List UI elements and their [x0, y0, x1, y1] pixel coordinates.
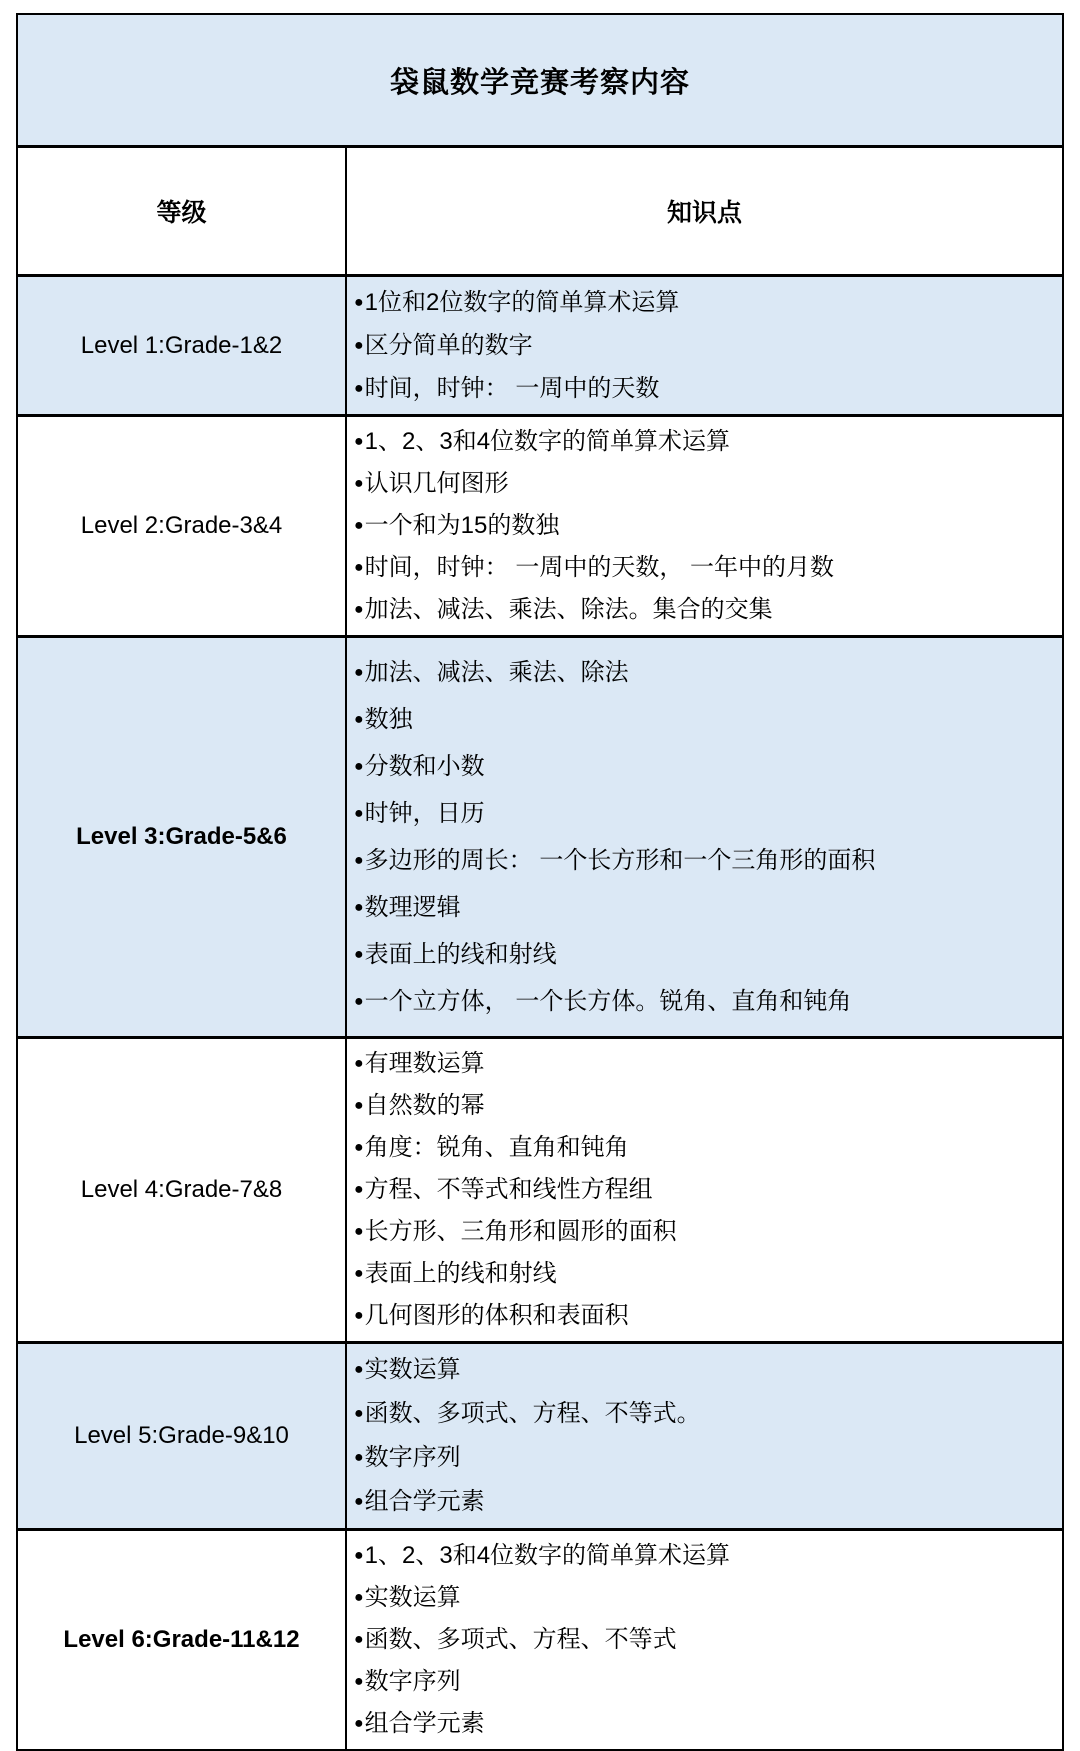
knowledge-point-item	[354, 1577, 1052, 1619]
level-label: Level 2:Grade-3&4	[80, 512, 283, 539]
knowledge-point-text: 实数运算	[364, 1584, 461, 1611]
knowledge-point-item	[354, 1043, 1052, 1085]
bullet-icon: ●	[354, 1265, 364, 1282]
knowledge-point-item	[354, 281, 1052, 324]
bullet-icon: ●	[354, 293, 364, 311]
knowledge-point-item	[354, 1253, 1052, 1295]
table-title-row	[18, 15, 1062, 145]
knowledge-point-item	[354, 421, 1052, 463]
bullet-icon: ●	[354, 1361, 364, 1378]
level-cell	[18, 277, 347, 414]
knowledge-point-text: 几何图形的体积和表面积	[364, 1302, 629, 1329]
knowledge-point-item	[354, 837, 1052, 884]
bullet-icon: ●	[354, 1405, 364, 1422]
table-row-level-4	[18, 1036, 1062, 1341]
knowledge-point-text: 组合学元素	[364, 1710, 485, 1737]
knowledge-point-text: 组合学元素	[364, 1488, 485, 1515]
bullet-icon: ●	[354, 1223, 364, 1240]
knowledge-point-text: 自然数的幂	[364, 1092, 485, 1119]
level-cell	[18, 417, 347, 635]
knowledge-point-text: 函数、多项式、方程、不等式	[364, 1626, 677, 1653]
knowledge-point-text: 认识几何图形	[364, 470, 509, 497]
knowledge-point-item	[354, 1211, 1052, 1253]
bullet-icon: ●	[354, 1589, 364, 1606]
bullet-icon: ●	[354, 898, 364, 916]
knowledge-point-text: 数理逻辑	[364, 893, 461, 921]
points-cell	[347, 638, 1062, 1036]
knowledge-point-item	[354, 884, 1052, 931]
knowledge-point-item	[354, 1169, 1052, 1211]
bullet-icon: ●	[354, 1547, 364, 1564]
knowledge-point-item	[354, 1085, 1052, 1127]
knowledge-point-item	[354, 743, 1052, 790]
bullet-icon: ●	[354, 992, 364, 1010]
knowledge-point-item	[354, 978, 1052, 1025]
kangaroo-contest-table	[16, 13, 1064, 1751]
knowledge-point-item	[354, 931, 1052, 978]
bullet-icon: ●	[354, 1493, 364, 1510]
knowledge-point-item	[354, 1436, 1052, 1480]
knowledge-point-item	[354, 1480, 1052, 1524]
knowledge-point-item	[354, 367, 1052, 410]
knowledge-point-item	[354, 1535, 1052, 1577]
table-row-level-2	[18, 414, 1062, 635]
knowledge-point-text: 加法、减法、乘法、除法	[364, 658, 629, 686]
bullet-icon: ●	[354, 663, 364, 681]
level-label: Level 1:Grade-1&2	[80, 331, 283, 359]
knowledge-point-item	[354, 1703, 1052, 1745]
knowledge-point-item	[354, 1348, 1052, 1392]
bullet-icon: ●	[354, 379, 364, 397]
knowledge-point-item	[354, 649, 1052, 696]
level-cell	[18, 1344, 347, 1528]
knowledge-point-text: 1、2、3和4位数字的简单算术运算	[364, 428, 731, 455]
table-header-row	[18, 145, 1062, 274]
table-title: 袋鼠数学竞赛考察内容	[389, 66, 690, 99]
bullet-icon: ●	[354, 945, 364, 963]
level-label: Level 3:Grade-5&6	[76, 823, 287, 850]
knowledge-point-text: 表面上的线和射线	[364, 1260, 557, 1287]
bullet-icon: ●	[354, 1181, 364, 1198]
table-row-level-5	[18, 1341, 1062, 1528]
knowledge-point-text: 多边形的周长： 一个长方形和一个三角形的面积	[364, 846, 876, 874]
bullet-icon: ●	[354, 1715, 364, 1732]
knowledge-point-text: 函数、多项式、方程、不等式。	[364, 1400, 701, 1427]
table-row-level-1	[18, 274, 1062, 414]
points-cell	[347, 1531, 1062, 1749]
bullet-icon: ●	[354, 1097, 364, 1114]
knowledge-point-text: 时间，时钟： 一周中的天数	[364, 374, 660, 402]
knowledge-point-item	[354, 1127, 1052, 1169]
knowledge-point-text: 数字序列	[364, 1668, 461, 1695]
knowledge-point-text: 时间，时钟： 一周中的天数， 一年中的月数	[364, 554, 835, 581]
bullet-icon: ●	[354, 1673, 364, 1690]
knowledge-point-text: 分数和小数	[364, 752, 485, 780]
bullet-icon: ●	[354, 1055, 364, 1072]
bullet-icon: ●	[354, 710, 364, 728]
knowledge-point-item	[354, 505, 1052, 547]
bullet-icon: ●	[354, 804, 364, 822]
knowledge-point-text: 1位和2位数字的简单算术运算	[364, 288, 680, 316]
knowledge-point-text: 时钟，日历	[364, 799, 485, 827]
points-cell	[347, 1344, 1062, 1528]
table-row-level-6	[18, 1528, 1062, 1749]
level-cell	[18, 1039, 347, 1341]
knowledge-point-text: 长方形、三角形和圆形的面积	[364, 1218, 677, 1245]
knowledge-point-text: 实数运算	[364, 1356, 461, 1383]
knowledge-point-text: 数字序列	[364, 1444, 461, 1471]
knowledge-point-text: 1、2、3和4位数字的简单算术运算	[364, 1542, 731, 1569]
knowledge-point-item	[354, 463, 1052, 505]
points-cell	[347, 417, 1062, 635]
level-cell	[18, 1531, 347, 1749]
knowledge-point-item	[354, 1661, 1052, 1703]
knowledge-point-item	[354, 547, 1052, 589]
knowledge-point-item	[354, 589, 1052, 631]
knowledge-point-item	[354, 696, 1052, 743]
level-label: Level 5:Grade-9&10	[74, 1422, 289, 1449]
level-label: Level 4:Grade-7&8	[80, 1176, 283, 1203]
knowledge-point-item	[354, 1619, 1052, 1661]
knowledge-point-item	[354, 324, 1052, 367]
bullet-icon: ●	[354, 433, 364, 450]
bullet-icon: ●	[354, 336, 364, 354]
knowledge-point-text: 方程、不等式和线性方程组	[364, 1176, 653, 1203]
knowledge-point-text: 数独	[364, 705, 413, 733]
bullet-icon: ●	[354, 1449, 364, 1466]
bullet-icon: ●	[354, 517, 364, 534]
bullet-icon: ●	[354, 475, 364, 492]
column-header-level: 等级	[18, 148, 347, 274]
knowledge-point-text: 加法、减法、乘法、除法。集合的交集	[364, 596, 773, 623]
table-row-level-3	[18, 635, 1062, 1036]
column-header-points: 知识点	[666, 199, 742, 227]
knowledge-point-text: 一个立方体， 一个长方体。锐角、直角和钝角	[364, 987, 852, 1015]
bullet-icon: ●	[354, 1631, 364, 1648]
bullet-icon: ●	[354, 1139, 364, 1156]
knowledge-point-item	[354, 1392, 1052, 1436]
level-label: Level 6:Grade-11&12	[63, 1626, 300, 1653]
bullet-icon: ●	[354, 757, 364, 775]
points-cell	[347, 1039, 1062, 1341]
bullet-icon: ●	[354, 851, 364, 869]
knowledge-point-item	[354, 790, 1052, 837]
level-cell	[18, 638, 347, 1036]
bullet-icon: ●	[354, 1307, 364, 1324]
bullet-icon: ●	[354, 559, 364, 576]
knowledge-point-text: 一个和为15的数独	[364, 512, 560, 539]
knowledge-point-text: 区分简单的数字	[364, 331, 533, 359]
knowledge-point-text: 表面上的线和射线	[364, 940, 557, 968]
bullet-icon: ●	[354, 601, 364, 618]
points-cell	[347, 277, 1062, 414]
knowledge-point-text: 角度：锐角、直角和钝角	[364, 1134, 629, 1161]
knowledge-point-text: 有理数运算	[364, 1050, 485, 1077]
knowledge-point-item	[354, 1295, 1052, 1337]
